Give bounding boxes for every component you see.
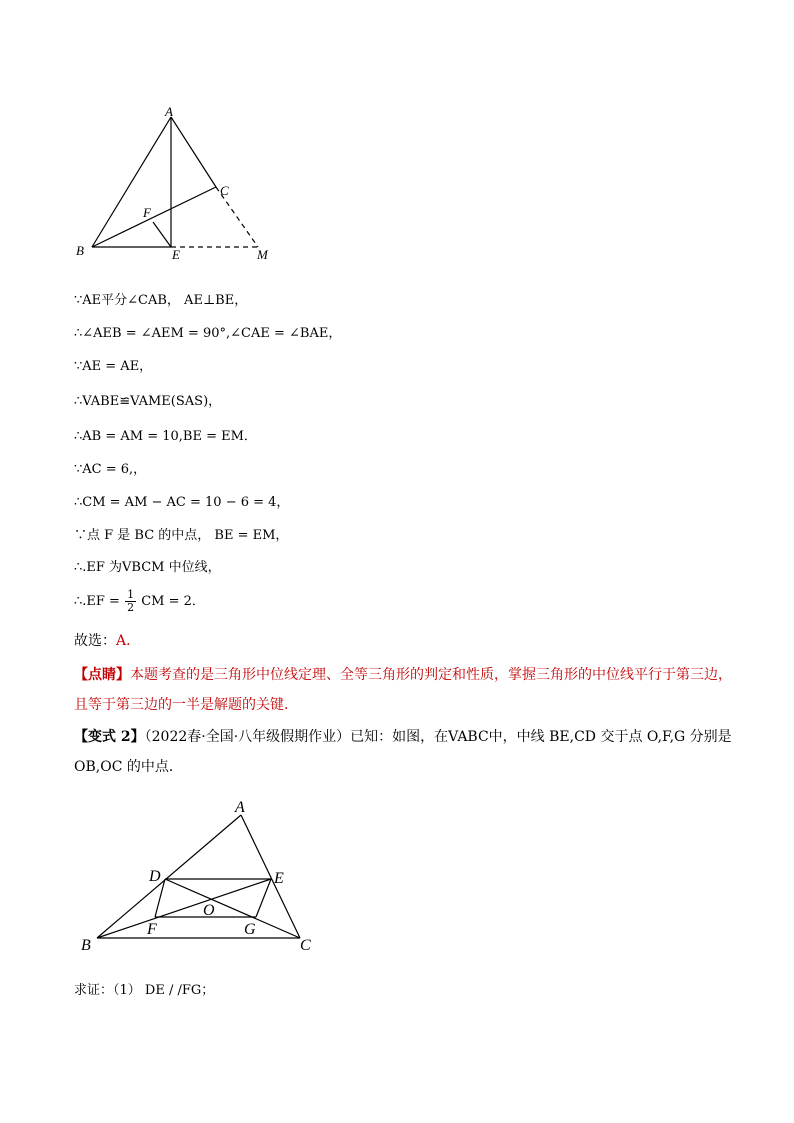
prove-line: 求证：（1） DE / /FG； [74,983,215,998]
solution-line-7: ∴CM = AM − AC = 10 − 6 = 4， [74,495,290,510]
segment-fe [153,222,171,247]
solution-line-5: ∴AB = AM = 10,BE = EM． [74,429,257,444]
segment-ab2 [97,815,241,938]
comment-text-1: 本题考查的是三角形中位线定理、全等三角形的判定和性质，掌握三角形的中位线平行于第三边， [130,667,732,683]
last-line-suffix: CM = 2． [141,594,205,609]
fraction-one-half [125,589,136,614]
label-e2: E [274,870,284,887]
solution-line-2: ∴∠AEB = ∠AEM = 90°,∠CAE = ∠BAE， [74,326,342,341]
solution-line-9: ∴.EF 为VBCM 中位线， [74,560,221,575]
answer-label: 故选： [74,633,116,649]
label-b: B [76,243,84,258]
solution-line-3: ∵AE = AE， [74,359,153,374]
answer-value: A． [116,633,141,649]
label-o2: O [203,902,215,919]
solution-line-10 [74,587,205,617]
label-f: F [143,205,151,220]
comment-line-1 [74,660,732,690]
comment-tag: 【点睛】 [74,667,130,683]
label-a2: A [235,799,245,816]
comment-paragraph [74,660,732,720]
variant-line-1 [74,722,732,752]
label-m: M [257,247,268,262]
fraction-numerator: 1 [127,588,135,601]
segment-ac [171,117,216,187]
label-e: E [172,247,180,262]
comment-text-2: 且等于第三边的一半是解题的关键． [74,697,298,713]
label-b2: B [81,937,91,954]
answer-line [74,632,140,650]
label-d2: D [149,868,161,885]
variant-tag: 【变式 2】 [74,729,145,745]
label-c: C [220,183,229,198]
segment-ac2 [241,815,300,938]
label-a: A [165,105,173,119]
solution-line-6: ∵AC = 6,， [74,462,147,477]
last-line-prefix: ∴.EF = [74,594,120,609]
label-g2: G [244,921,256,938]
variant-text-2: OB,OC 的中点． [74,759,183,775]
fraction-denominator: 2 [127,601,135,614]
solution-line-4: ∴VABE≌VAME(SAS)， [74,394,222,409]
variant-text-1: （2022春·全国·八年级假期作业）已知：如图，在VABC中，中线 BE,CD 交于点 O,F,G 分别是 [144,729,732,745]
triangle-figure-2 [75,795,325,960]
label-c2: C [300,937,311,954]
segment-eg [256,879,271,917]
variant-paragraph [74,722,732,782]
solution-line-8: ∵点 F 是 BC 的中点， BE = EM， [74,528,289,543]
solution-line-1: ∵AE平分∠CAB， AE⊥BE， [74,293,248,308]
triangle-figure-1 [70,105,290,270]
label-f2: F [147,921,157,938]
